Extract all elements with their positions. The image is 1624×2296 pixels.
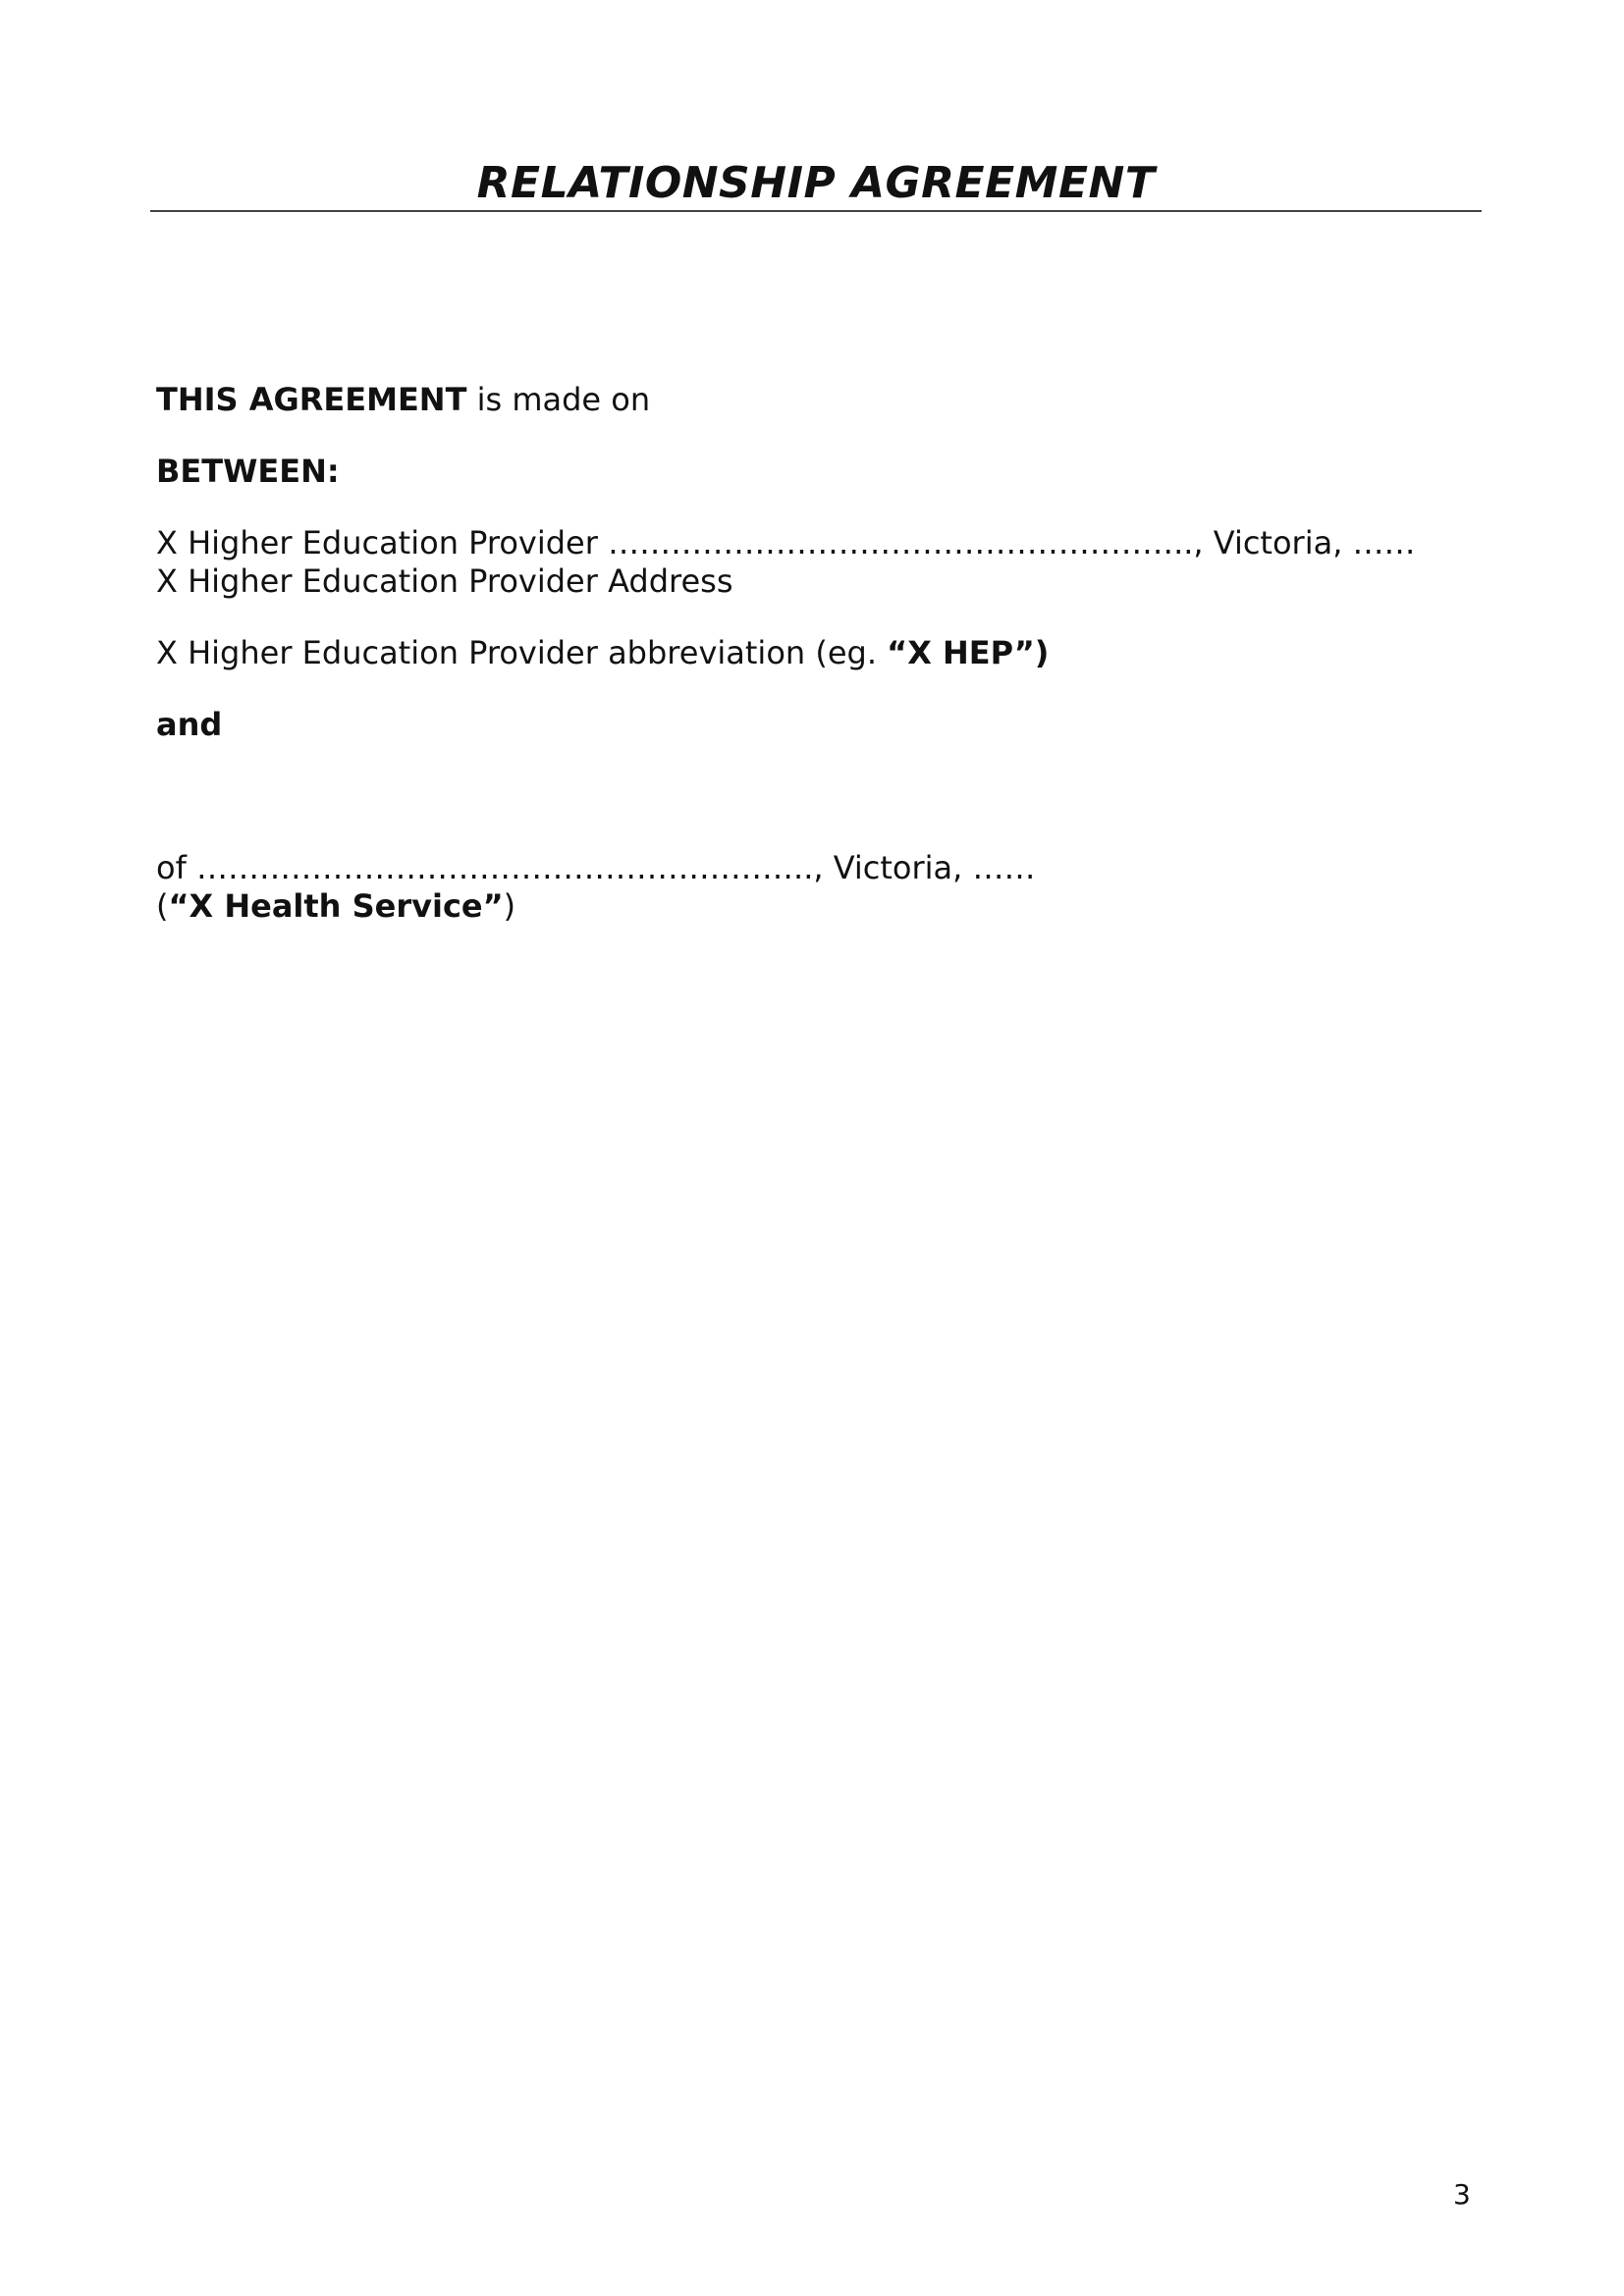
intro-bold-text: THIS AGREEMENT bbox=[156, 381, 467, 418]
intro-text: is made on bbox=[466, 381, 651, 418]
party-one-line1: X Higher Education Provider ……………………………………………….., Victoria, …… bbox=[156, 524, 1416, 561]
document-title: RELATIONSHIP AGREEMENT bbox=[476, 158, 1156, 208]
agreement-intro bbox=[156, 380, 650, 419]
party-one-abbreviation bbox=[156, 633, 1049, 672]
open-paren: ( bbox=[156, 887, 169, 925]
party-one-address: X Higher Education Provider Address bbox=[156, 562, 733, 600]
title-underline bbox=[150, 210, 1482, 212]
abbreviation-prefix: X Higher Education Provider abbreviation (eg. bbox=[156, 634, 888, 671]
party-two-line1: of ………………………………………………….., Victoria, …… bbox=[156, 849, 1036, 886]
close-paren: ) bbox=[503, 887, 516, 925]
between-label: BETWEEN: bbox=[156, 453, 340, 490]
abbreviation-bold: “X HEP”) bbox=[887, 634, 1050, 671]
health-service-name: “X Health Service” bbox=[168, 887, 504, 925]
page-number: 3 bbox=[1453, 2178, 1471, 2211]
and-label: and bbox=[156, 706, 223, 743]
party-two-name bbox=[156, 886, 515, 926]
